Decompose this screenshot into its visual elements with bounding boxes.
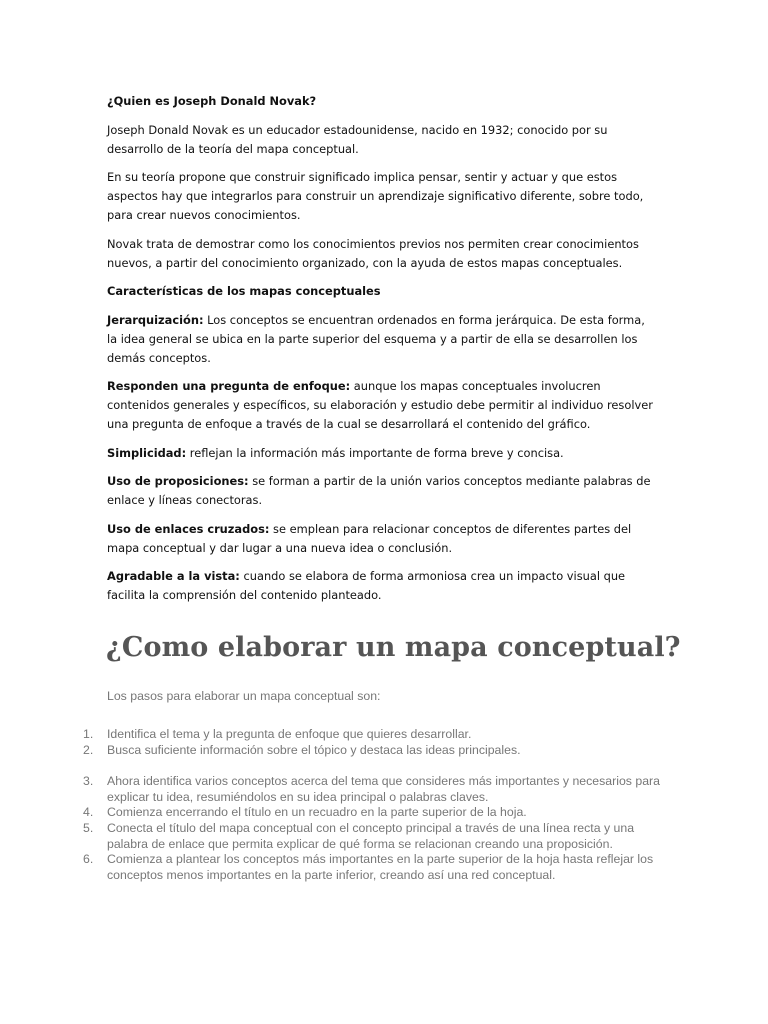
paragraph: En su teoría propone que construir significado implica pensar, sentir y actuar y que estos aspectos hay que integrarlos para construir un aprendizaje significativo diferente, sobre todo, para crear nuevos conocimientos. xyxy=(107,170,644,222)
list-item xyxy=(83,821,673,852)
paragraph: Novak trata de demostrar como los conocimientos previos nos permiten crear conocimientos nuevos, a partir del conocimiento organizado, con la ayuda de estos mapas conceptuales. xyxy=(107,236,639,270)
characteristic-term: Responden una pregunta de enfoque: xyxy=(107,379,351,393)
characteristic-item xyxy=(107,444,655,463)
characteristic-item xyxy=(107,311,655,368)
question-heading: ¿Quien es Joseph Donald Novak? xyxy=(107,94,317,108)
characteristic-item xyxy=(107,472,655,510)
paragraph: Joseph Donald Novak es un educador estadounidense, nacido en 1932; conocido por su desarrollo de la teoría del mapa conceptual. xyxy=(107,122,608,156)
characteristic-term: Uso de proposiciones: xyxy=(107,474,249,488)
step-number: 2. xyxy=(83,742,94,757)
novak-section xyxy=(107,92,655,615)
characteristic-term: Jerarquización: xyxy=(107,312,204,327)
step-text: Identifica el tema y la pregunta de enfoque que quieres desarrollar. xyxy=(107,727,472,741)
characteristic-text: aunque los mapas conceptuales involucren contenidos generales y específicos, su elaboración y estudio debe permitir al individuo resolver una pregunta de enfoque a través de la cual se desarrollará el contenido del gráfico. xyxy=(107,379,653,431)
characteristic-item xyxy=(107,567,655,605)
characteristic-term: Simplicidad: xyxy=(107,445,187,460)
list-item xyxy=(83,727,673,743)
characteristic-item xyxy=(107,377,655,434)
list-item xyxy=(83,852,673,883)
characteristic-item xyxy=(107,520,655,558)
how-to-title: ¿Como elaborar un mapa conceptual? xyxy=(106,632,681,663)
characteristic-text: se forman a partir de la unión varios conceptos mediante palabras de enlace y líneas conectoras. xyxy=(107,474,651,507)
characteristics-heading: Características de los mapas conceptuales xyxy=(107,284,381,298)
step-text: Conecta el título del mapa conceptual con el concepto principal a través de una línea recta y una palabra de enlace que permita explicar de qué forma se relacionan creando una proposición. xyxy=(107,820,635,851)
step-number: 6. xyxy=(83,852,94,867)
characteristic-term: Agradable a la vista: xyxy=(107,569,240,583)
list-item xyxy=(83,743,673,759)
characteristic-text: se emplean para relacionar conceptos de diferentes partes del mapa conceptual y dar lugar a una nueva idea o conclusión. xyxy=(107,521,632,555)
step-number: 3. xyxy=(83,774,94,789)
list-item xyxy=(83,774,673,805)
steps-intro: Los pasos para elaborar un mapa conceptual son: xyxy=(107,689,381,703)
characteristic-text: reflejan la información más importante de forma breve y concisa. xyxy=(186,445,564,460)
step-text: Comienza a plantear los conceptos más importantes en la parte superior de la hoja hasta reflejar los conceptos menos importantes en la parte inferior, creando así una red conceptual. xyxy=(107,852,654,882)
step-text: Busca suficiente información sobre el tópico y destaca las ideas principales. xyxy=(107,742,521,757)
step-number: 5. xyxy=(83,820,94,835)
step-number: 1. xyxy=(83,727,94,741)
step-number: 4. xyxy=(83,805,94,820)
steps-list xyxy=(83,727,673,883)
step-text: Ahora identifica varios conceptos acerca del tema que consideres más importantes y necesarios para explicar tu idea, resumiéndolos en su idea principal o palabras claves. xyxy=(107,774,660,804)
list-item xyxy=(83,805,673,821)
characteristic-term: Uso de enlaces cruzados: xyxy=(107,521,270,536)
characteristic-text: Los conceptos se encuentran ordenados en forma jerárquica. De esta forma, la idea general se ubica en la parte superior del esquema y a partir de ella se desarrollen los demás conceptos. xyxy=(107,312,645,365)
characteristic-text: cuando se elabora de forma armoniosa crea un impacto visual que facilita la comprensión del contenido planteado. xyxy=(107,569,626,602)
step-text: Comienza encerrando el título en un recuadro en la parte superior de la hoja. xyxy=(107,805,527,820)
